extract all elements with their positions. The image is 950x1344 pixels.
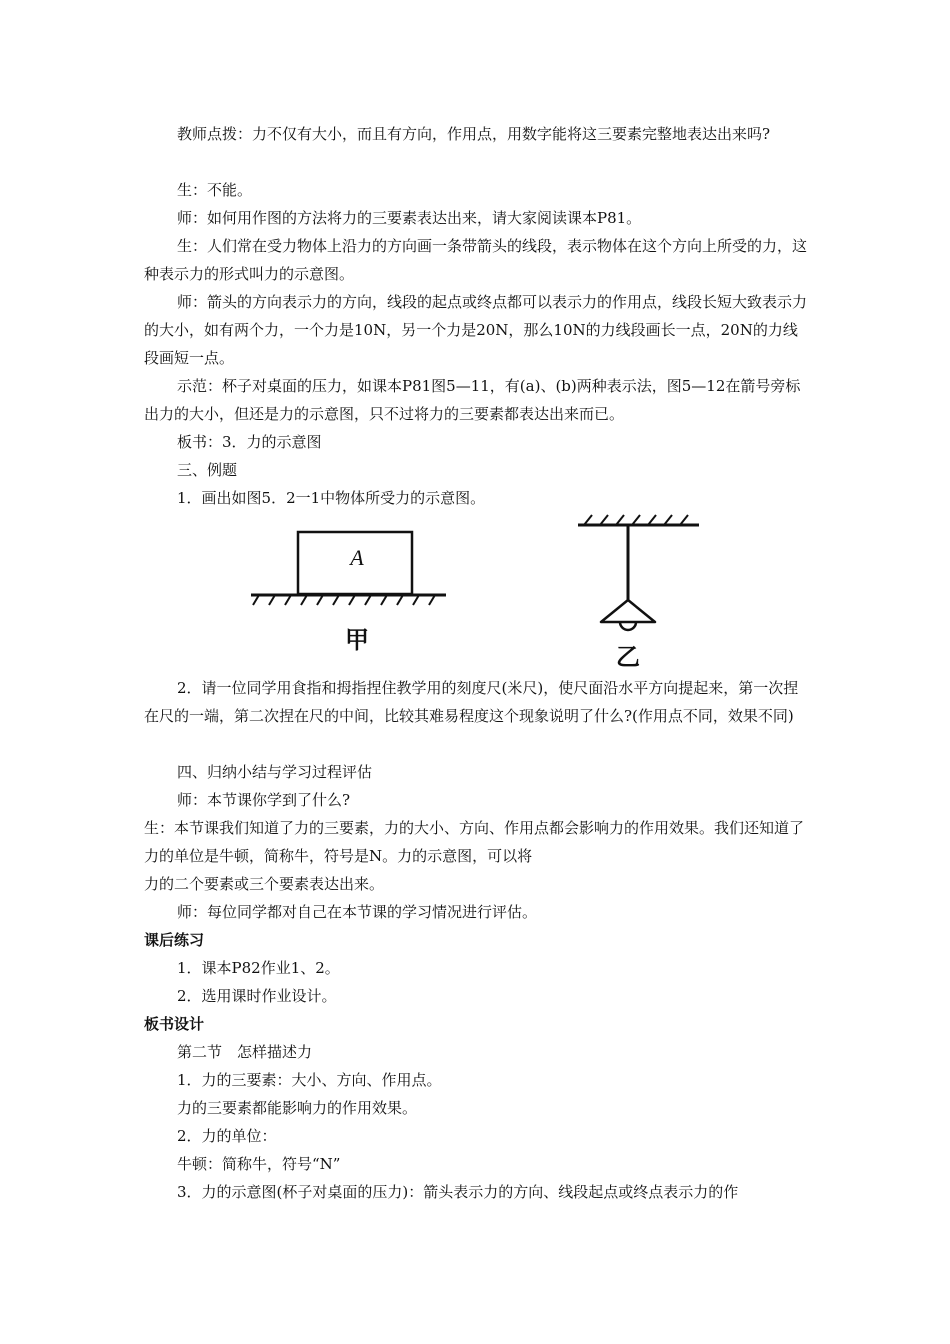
board-item-2: 2．力的单位：: [177, 1127, 277, 1145]
section-heading-summary: 四、归纳小结与学习过程评估: [177, 763, 373, 781]
example-1: 1．画出如图5．2一1中物体所受力的示意图。: [177, 489, 486, 507]
paragraph-student-summary-end: 力的二个要素或三个要素表达出来。: [144, 875, 385, 893]
board-section-title: 第二节 怎样描述力: [177, 1043, 313, 1061]
homework-item-1: 1．课本P82作业1、2。: [177, 959, 340, 977]
figure-caption-left: 甲: [345, 626, 369, 654]
paragraph-teacher-explain: 师：箭头的方向表示力的方向，线段的起点或终点都可以表示力的作用点，线段长短大致表示力的大小，如有两个力，一个力是10N，另一个力是20N，那么10N的力线段画长一点，20N的力线段画短一点。: [144, 293, 808, 367]
lamp-shade: [601, 600, 655, 622]
heading-homework: 课后练习: [144, 931, 205, 949]
paragraph-demo: 示范：杯子对桌面的压力，如课本P81图5—11，有(a)、(b)两种表示法，图5—12在箭号旁标出力的大小，但还是力的示意图，只不过将力的三要素都表达出来而已。: [144, 377, 801, 423]
block-label: A: [350, 545, 364, 570]
figure-hanging-lamp: [570, 505, 710, 675]
figure-caption-right: 乙: [616, 643, 640, 671]
figure-block-on-surface: [245, 520, 455, 670]
section-heading-examples: 三、例题: [177, 461, 238, 479]
paragraph-teacher-evaluate: 师：每位同学都对自己在本节课的学习情况进行评估。: [177, 903, 538, 921]
paragraph-student-answer: 生：人们常在受力物体上沿力的方向画一条带箭头的线段，表示物体在这个方向上所受的力，这种表示力的形式叫力的示意图。: [144, 237, 808, 283]
paragraph-teacher-hint: 教师点拨：力不仅有大小，而且有方向，作用点，用数字能将这三要素完整地表达出来吗?: [177, 125, 771, 143]
homework-item-2: 2．选用课时作业设计。: [177, 987, 337, 1005]
heading-board-design: 板书设计: [144, 1015, 205, 1033]
paragraph-teacher-summary-question: 师：本节课你学到了什么?: [177, 791, 351, 809]
board-item-2-detail: 牛顿：简称牛，符号“N”: [177, 1155, 341, 1173]
paragraph-student-no: 生：不能。: [177, 181, 253, 199]
paragraph-student-summary: 生：本节课我们知道了力的三要素，力的大小、方向、作用点都会影响力的作用效果。我们还知道了力的单位是牛顿，简称牛，符号是N。力的示意图，可以将: [144, 819, 805, 865]
paragraph-board: 板书：3．力的示意图: [177, 433, 322, 451]
board-item-3: 3．力的示意图(杯子对桌面的压力)：箭头表示力的方向、线段起点或终点表示力的作: [177, 1183, 739, 1201]
board-item-1-detail: 力的三要素都能影响力的作用效果。: [177, 1099, 418, 1117]
board-item-1: 1．力的三要素：大小、方向、作用点。: [177, 1071, 442, 1089]
paragraph-teacher-question: 师：如何用作图的方法将力的三要素表达出来，请大家阅读课本P81。: [177, 209, 642, 227]
example-2: 2．请一位同学用食指和拇指捏住教学用的刻度尺(米尺)，使尺面沿水平方向提起来，第一次捏在尺的一端，第二次捏在尺的中间，比较其难易程度这个现象说明了什么?(作用点不同，效果不同): [144, 679, 799, 725]
